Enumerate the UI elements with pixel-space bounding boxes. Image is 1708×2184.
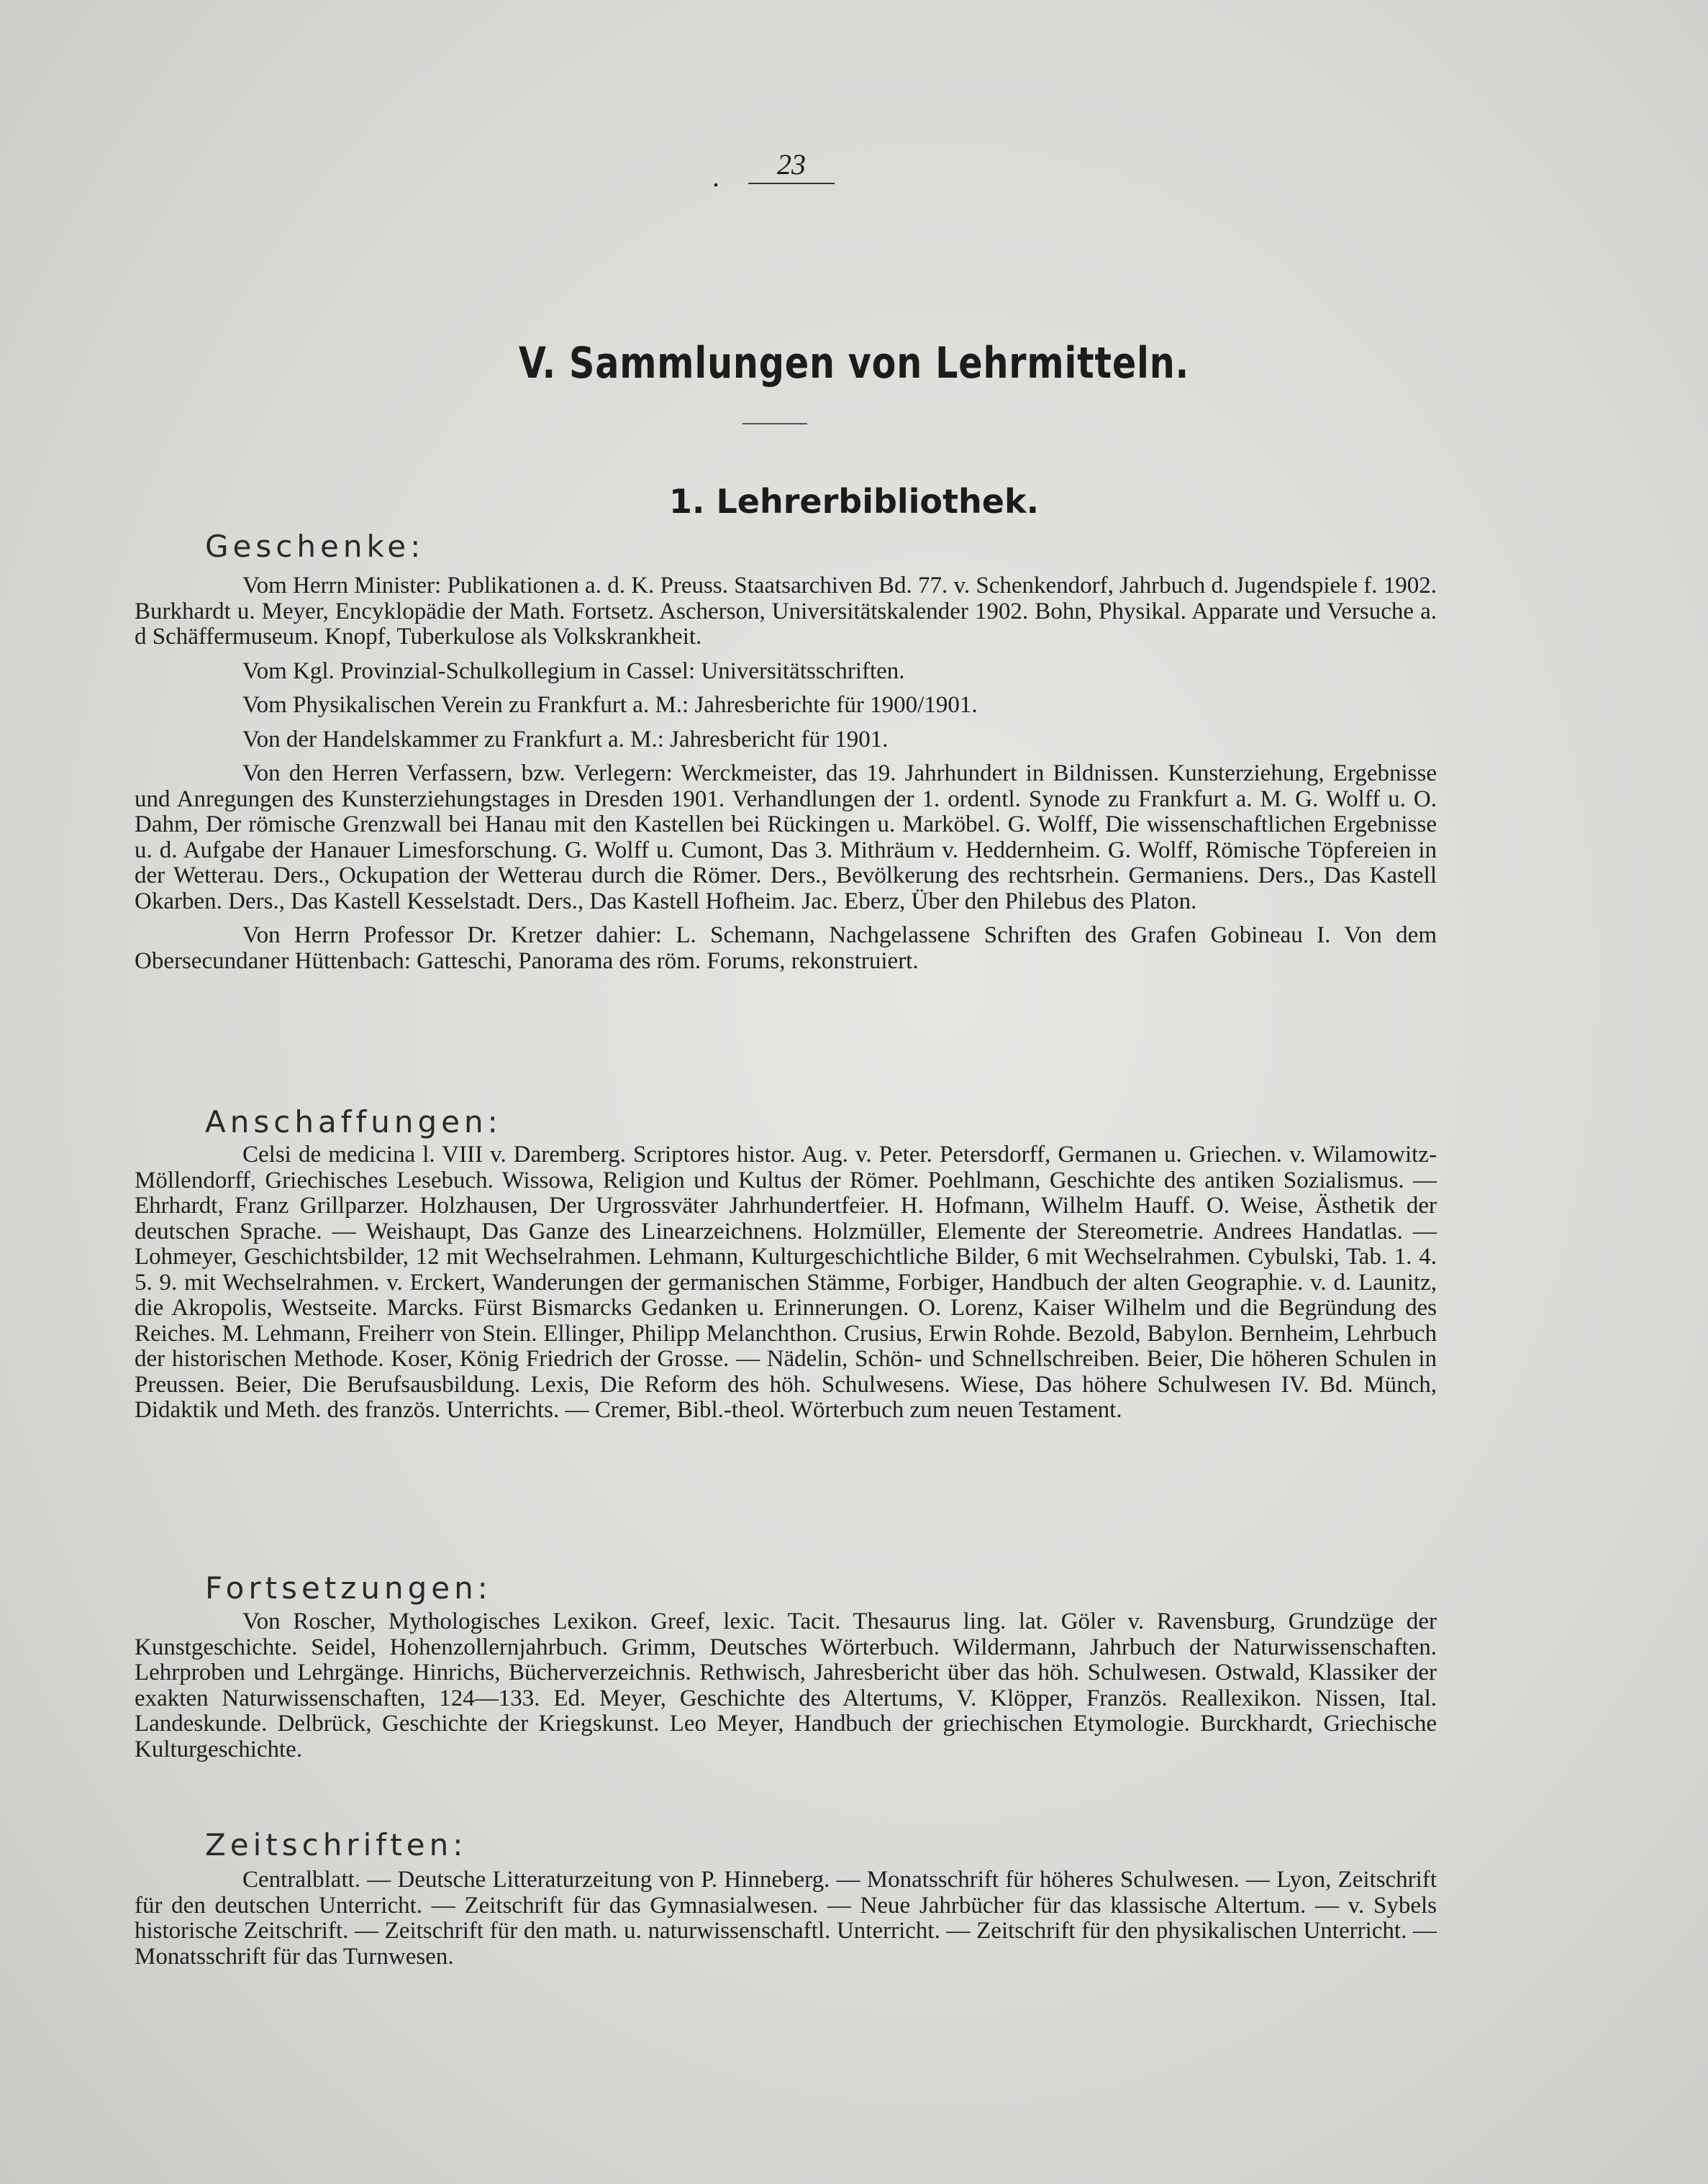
heading-anschaffungen: Anschaffungen: xyxy=(205,1104,502,1139)
section-title: 1. Lehrerbibliothek. xyxy=(668,482,1040,521)
geschenke-paragraph: Von der Handelskammer zu Frankfurt a. M.: Jahresbericht für 1901. xyxy=(242,726,889,752)
geschenke-paragraph: Vom Kgl. Provinzial-Schulkollegium in Cassel: Universitätsschriften. xyxy=(242,658,905,684)
geschenke-paragraph: Von Herrn Professor Dr. Kretzer dahier: L. Schemann, Nachgelassene Schriften des Grafen Gobineau I. Von dem Obersecundaner Hüttenbach: Gatteschi, Panorama des röm. Forums, rekonstruiert. xyxy=(135,922,1437,974)
fortsetzungen-text xyxy=(135,1609,1437,1762)
heading-zeitschriften: Zeitschriften: xyxy=(205,1827,468,1862)
geschenke-paragraph: Von den Herren Verfassern, bzw. Verlegern: Werckmeister, das 19. Jahrhundert in Bildnissen. Kunsterziehung, Ergebnisse und Anregungen des Kunsterziehungstages in Dresden 1901. Verhandlungen der 1. ordentl. Synode zu Frankfurt a. M. G. Wolff u. O. Dahm, Der römische Grenzwall bei Hanau mit den Kastellen bei Rückingen u. Marköbel. G. Wolff, Die wissenschaftlichen Ergebnisse u. d. Aufgabe der Hanauer Limesforschung. G. Wolff u. Cumont, Das 3. Mithräum v. Heddernheim. G. Wolff, Römische Töpfereien in der Wetterau. Ders., Ockupation der Wetterau durch die Römer. Ders., Bevölkerung des rechtsrhein. Germaniens. Ders., Das Kastell Okarben. Ders., Das Kastell Kesselstadt. Ders., Das Kastell Hofheim. Jac. Eberz, Über den Philebus des Platon. xyxy=(135,760,1437,914)
anschaffungen-text xyxy=(135,1142,1437,1424)
fortsetzungen-paragraph: Von Roscher, Mythologisches Lexikon. Greef, lexic. Tacit. Thesaurus ling. lat. Göler v. Ravensburg, Grundzüge der Kunstgeschichte. Seidel, Hohenzollernjahrbuch. Grimm, Deutsches Wörterbuch. Wildermann, Jahrbuch der Naturwissenschaften. Lehrproben und Lehrgänge. Hinrichs, Bücherverzeichnis. Rethwisch, Jahresbericht über das höh. Schulwesen. Ostwald, Klassiker der exakten Naturwissenschaften, 124—133. Ed. Meyer, Geschichte des Altertums, V. Klöpper, Französ. Reallexikon. Nissen, Ital. Landeskunde. Delbrück, Geschichte der Kriegskunst. Leo Meyer, Handbuch der griechischen Etymologie. Burckhardt, Griechische Kulturgeschichte. xyxy=(135,1609,1437,1762)
zeitschriften-text xyxy=(135,1867,1437,1970)
heading-fortsetzungen: Fortsetzungen: xyxy=(205,1570,492,1606)
title-divider xyxy=(742,423,807,424)
page-number-dot: . xyxy=(712,160,719,193)
geschenke-paragraph: Vom Physikalischen Verein zu Frankfurt a. M.: Jahresberichte für 1900/1901. xyxy=(242,692,978,718)
zeitschriften-paragraph: Centralblatt. — Deutsche Litteraturzeitung von P. Hinneberg. — Monatsschrift für höheres Schulwesen. — Lyon, Zeitschrift für den deutschen Unterricht. — Zeitschrift für das Gymnasialwesen. — Neue Jahrbücher für das klassische Altertum. — v. Sybels historische Zeitschrift. — Zeitschrift für den math. u. naturwissenschaftl. Unterricht. — Zeitschrift für den physikalischen Unterricht. — Monatsschrift für das Turnwesen. xyxy=(135,1867,1437,1970)
anschaffungen-paragraph: Celsi de medicina l. VIII v. Daremberg. Scriptores histor. Aug. v. Peter. Petersdorff, Germanen u. Griechen. v. Wilamowitz-Möllendorff, Griechisches Lesebuch. Wissowa, Religion und Kultus der Römer. Poehlmann, Geschichte des antiken Sozialismus. — Ehrhardt, Franz Grillparzer. Holzhausen, Der Urgrossväter Jahrhundertfeier. H. Hofmann, Wilhelm Hauff. O. Weise, Ästhetik der deutschen Sprache. — Weishaupt, Das Ganze des Linearzeichnens. Holzmüller, Elemente der Stereometrie. Andrees Handatlas. — Lohmeyer, Geschichtsbilder, 12 mit Wechselrahmen. Lehmann, Kulturgeschichtliche Bilder, 6 mit Wechselrahmen. Cybulski, Tab. 1. 4. 5. 9. mit Wechselrahmen. v. Erckert, Wanderungen der germanischen Stämme, Forbiger, Handbuch der alten Geographie. v. d. Launitz, die Akropolis, Westseite. Marcks. Fürst Bismarcks Gedanken u. Erinnerungen. O. Lorenz, Kaiser Wilhelm und die Begründung des Reiches. M. Lehmann, Freiherr von Stein. Ellinger, Philipp Melanchthon. Crusius, Erwin Rohde. Bezold, Babylon. Bernheim, Lehrbuch der historischen Methode. Koser, König Friedrich der Grosse. — Nädelin, Schön- und Schnellschreiben. Beier, Die höheren Schulen in Preussen. Beier, Die Berufsausbildung. Lexis, Die Reform des höh. Schulwesens. Wiese, Das höhere Schulwesen IV. Bd. Münch, Didaktik und Meth. des französ. Unterrichts. — Cremer, Bibl.-theol. Wörterbuch zum neuen Testament. xyxy=(135,1142,1437,1423)
page-number: 23 xyxy=(748,147,835,184)
chapter-title: V. Sammlungen von Lehrmitteln. xyxy=(518,338,1190,388)
geschenke-paragraph: Vom Herrn Minister: Publikationen a. d. K. Preuss. Staatsarchiven Bd. 77. v. Schenkendorf, Jahrbuch d. Jugendspiele f. 1902. Burkhardt u. Meyer, Encyklopädie der Math. Fortsetz. Ascherson, Universitätskalender 1902. Bohn, Physikal. Apparate und Versuche a. d Schäffermuseum. Knopf, Tuberkulose als Volkskrankheit. xyxy=(135,573,1437,650)
geschenke-text xyxy=(135,573,1437,974)
heading-geschenke: Geschenke: xyxy=(205,529,425,564)
